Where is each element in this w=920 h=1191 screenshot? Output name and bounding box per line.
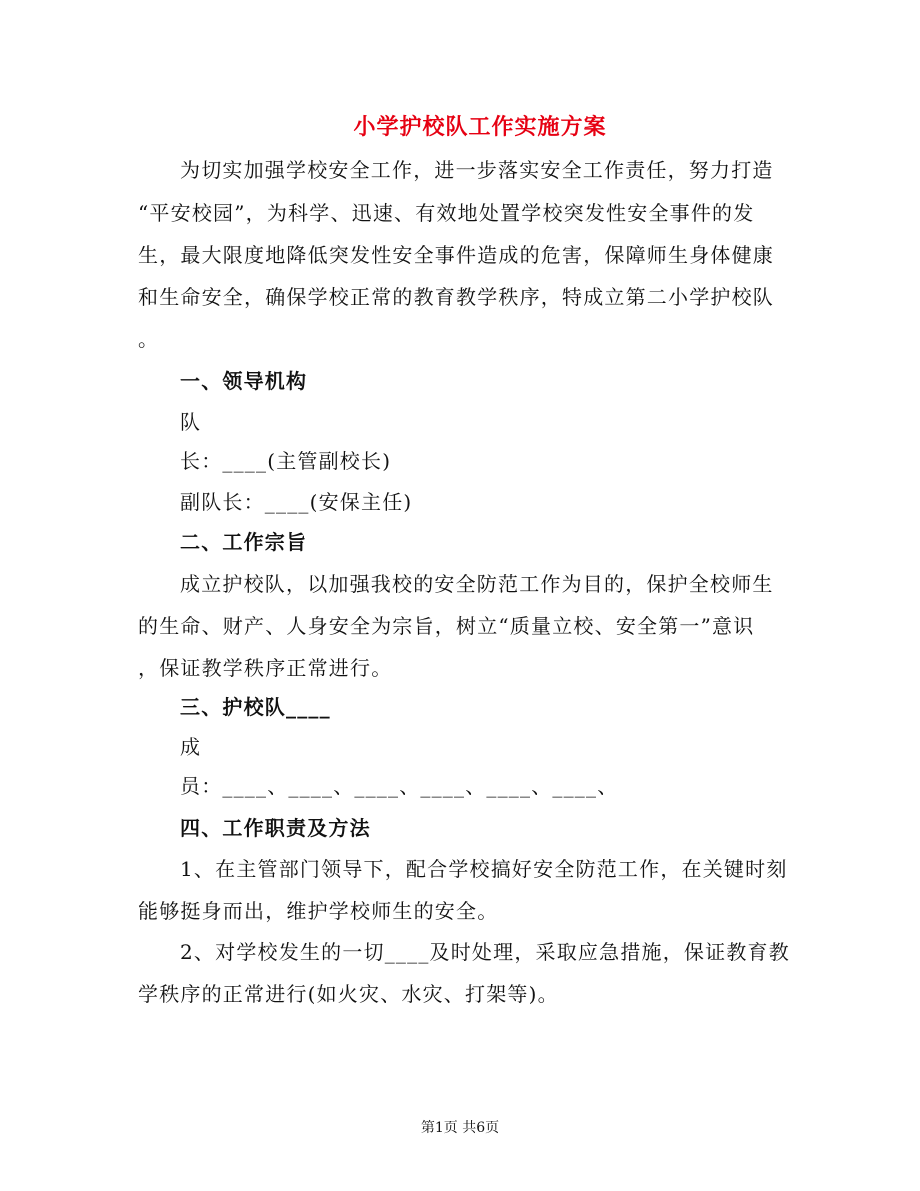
section4-item2-line-1: 2、对学校发生的一切____及时处理，采取应急措施，保证教育教 [180, 940, 790, 964]
section1-line-3: 副队长：____(安保主任) [180, 490, 413, 514]
section4-heading: 四、工作职责及方法 [180, 816, 371, 840]
section2-heading: 二、工作宗旨 [180, 530, 308, 554]
page-footer: 第1页 共6页 [420, 1120, 500, 1136]
section1-heading: 一、领导机构 [180, 369, 308, 393]
intro-line-4: 和生命安全，确保学校正常的教育教学秩序，特成立第二小学护校队 [138, 285, 774, 309]
section3-line-1: 成 [180, 735, 202, 759]
intro-line-3: 生，最大限度地降低突发性安全事件造成的危害，保障师生身体健康 [138, 243, 774, 267]
section3-heading: 三、护校队____ [180, 695, 331, 719]
section1-line-1: 队 [180, 410, 202, 434]
intro-line-1: 为切实加强学校安全工作，进一步落实安全工作责任，努力打造 [180, 158, 774, 182]
intro-line-2: “平安校园”，为科学、迅速、有效地处置学校突发性安全事件的发 [138, 201, 755, 225]
section3-line-2: 员：____、____、____、____、____、____、 [180, 774, 619, 798]
section1-line-2: 长：____(主管副校长) [180, 449, 392, 473]
section2-line-2: 的生命、财产、人身安全为宗旨，树立“质量立校、安全第一”意识 [138, 614, 755, 638]
intro-line-5: 。 [138, 327, 160, 351]
document-title: 小学护校队工作实施方案 [353, 114, 607, 140]
section4-item1-line-1: 1、在主管部门领导下，配合学校搞好安全防范工作，在关键时刻 [180, 857, 788, 881]
section2-line-3: ，保证教学秩序正常进行。 [138, 656, 393, 680]
section4-item1-line-2: 能够挺身而出，维护学校师生的安全。 [138, 899, 499, 923]
section4-item2-line-2: 学秩序的正常进行(如火灾、水灾、打架等)。 [138, 982, 559, 1006]
section2-line-1: 成立护校队，以加强我校的安全防范工作为目的，保护全校师生 [180, 572, 774, 596]
